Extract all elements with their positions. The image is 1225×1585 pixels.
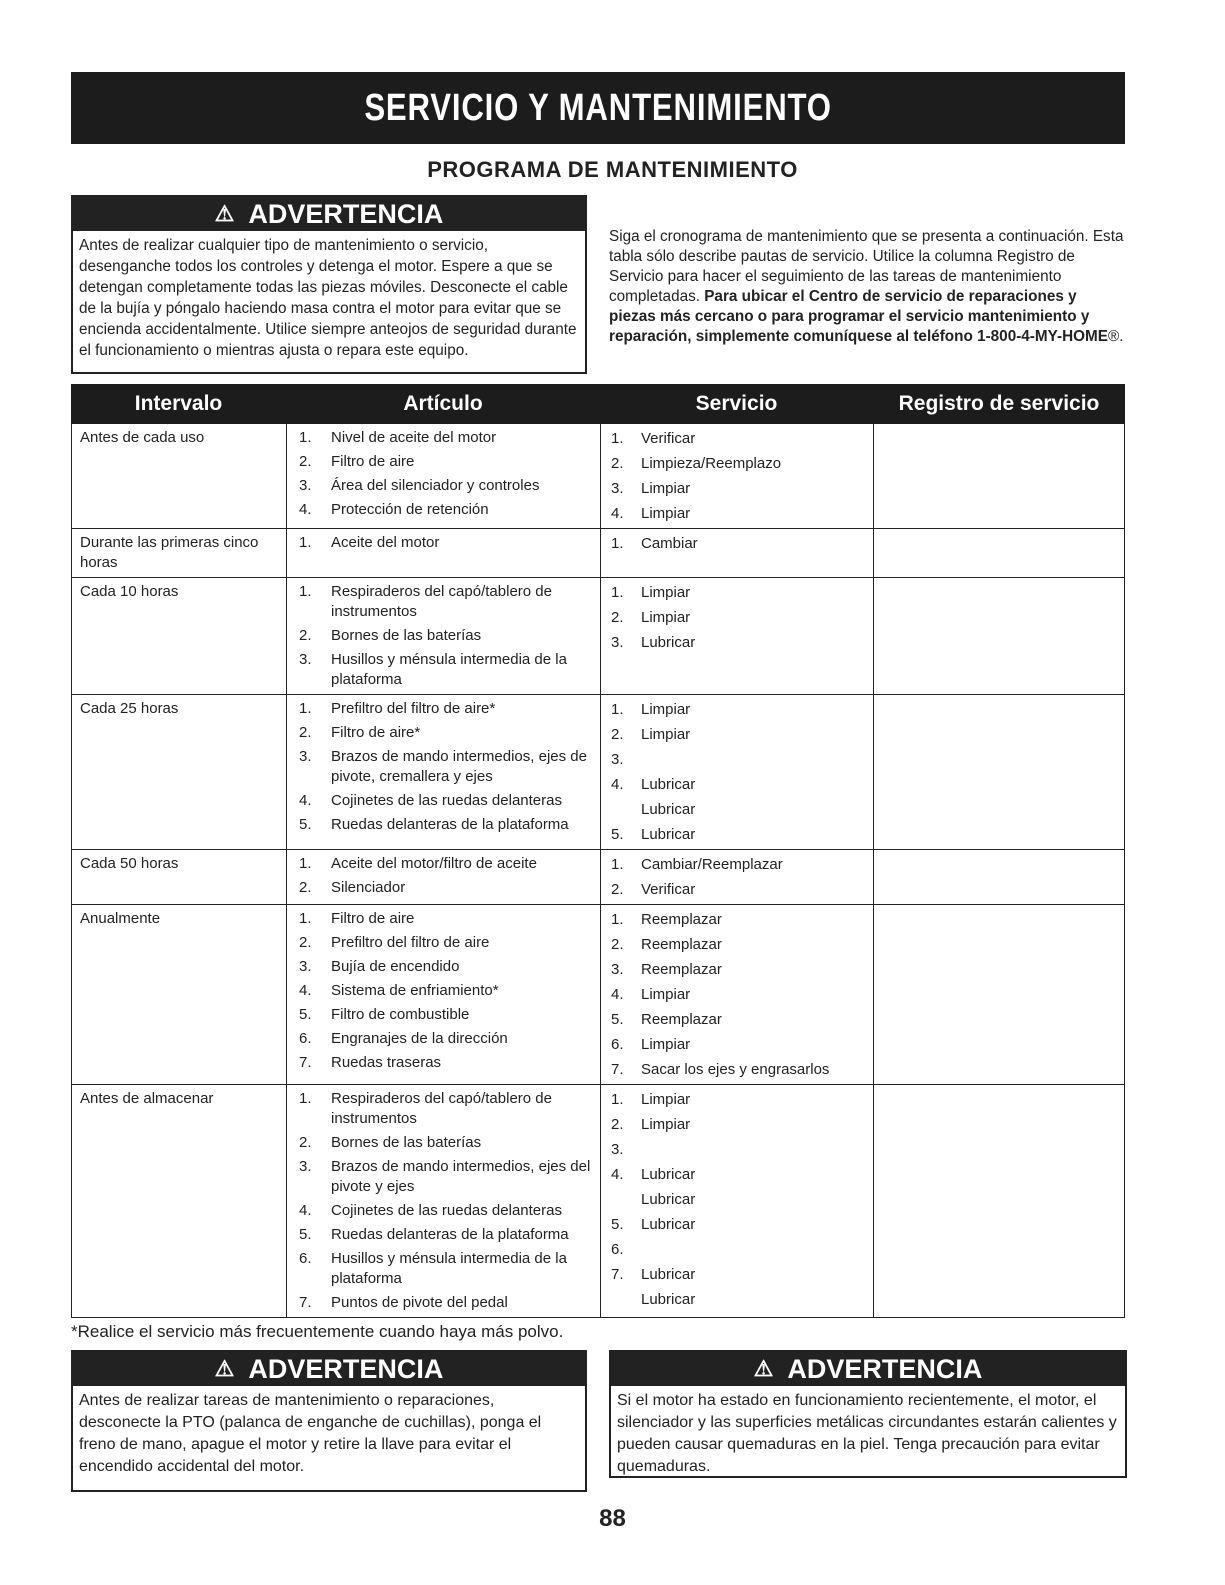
service-text: Limpiar xyxy=(641,505,691,522)
warning-text: Si el motor ha estado en funcionamiento recientemente, el motor, el silenciador y las superficies metálicas circundantes estarán calientes y pueden causar quemaduras en la piel. Tenga precaución para evitar quemaduras. xyxy=(617,1392,1117,1475)
item-number: 1. xyxy=(299,583,312,600)
service-text: Limpiar xyxy=(641,1036,691,1053)
item-text: Filtro de aire xyxy=(331,453,415,470)
service-entry xyxy=(601,747,873,772)
intro-paragraph xyxy=(609,227,1124,347)
item-entry xyxy=(287,876,600,900)
service-cell xyxy=(600,578,873,694)
item-text: Nivel de aceite del motor xyxy=(331,429,497,446)
item-text: Sistema de enfriamiento* xyxy=(331,982,499,999)
item-entry xyxy=(287,1291,600,1315)
service-number: 2. xyxy=(611,455,624,472)
interval-cell: Anualmente xyxy=(80,910,161,927)
service-entry xyxy=(601,1162,873,1187)
item-number: 5. xyxy=(299,816,312,833)
item-number: 3. xyxy=(299,958,312,975)
service-number: 1. xyxy=(611,856,624,873)
service-number: 1. xyxy=(611,430,624,447)
section-title: SERVICIO Y MANTENIMIENTO xyxy=(364,86,832,129)
item-text: Ruedas delanteras de la plataforma xyxy=(331,816,569,833)
service-number: 3. xyxy=(611,480,624,497)
service-record-cell[interactable] xyxy=(873,1085,1124,1317)
item-entry xyxy=(287,1027,600,1051)
item-text: Prefiltro del filtro de aire* xyxy=(331,700,496,717)
warning-title: ADVERTENCIA xyxy=(787,1353,983,1384)
table-row xyxy=(72,1084,1124,1317)
service-entry xyxy=(601,531,873,556)
service-text: Limpiar xyxy=(641,609,691,626)
item-number: 1. xyxy=(299,855,312,872)
table-row xyxy=(72,424,1124,528)
service-text: Verificar xyxy=(641,430,696,447)
interval-cell: Cada 50 horas xyxy=(80,855,179,872)
service-record-cell[interactable] xyxy=(873,905,1124,1084)
service-entry xyxy=(601,501,873,526)
item-number: 6. xyxy=(299,1250,312,1267)
service-entry xyxy=(601,822,873,847)
item-entry xyxy=(287,1051,600,1075)
item-number: 7. xyxy=(299,1294,312,1311)
item-number: 4. xyxy=(299,792,312,809)
item-entry xyxy=(287,745,600,789)
warning-triangle-icon: ⚠ xyxy=(753,1356,774,1381)
service-text: Lubricar xyxy=(641,1291,696,1308)
service-number xyxy=(601,799,641,820)
service-text: Lubricar xyxy=(641,801,696,818)
item-entry xyxy=(287,474,600,498)
item-number: 1. xyxy=(299,700,312,717)
header-servicio: Servicio xyxy=(695,392,778,415)
item-text: Filtro de aire xyxy=(331,910,415,927)
page-number: 88 xyxy=(599,1505,626,1532)
maintenance-table xyxy=(71,424,1125,1318)
service-text: Reemplazar xyxy=(641,1011,722,1028)
item-number: 2. xyxy=(299,934,312,951)
service-entry xyxy=(601,476,873,501)
service-entry xyxy=(601,1032,873,1057)
service-text: Sacar los ejes y engrasarlos xyxy=(641,1061,830,1078)
service-text: Limpiar xyxy=(641,726,691,743)
item-entry xyxy=(287,1155,600,1199)
service-cell xyxy=(600,695,873,849)
service-text: Limpieza/Reemplazo xyxy=(641,455,782,472)
warning-box-bottom-left xyxy=(71,1350,587,1492)
service-text: Lubricar xyxy=(641,634,696,651)
warning-box-top xyxy=(71,195,587,374)
service-text: Lubricar xyxy=(641,1166,696,1183)
item-entry xyxy=(287,852,600,876)
service-entry xyxy=(601,630,873,655)
service-text: Lubricar xyxy=(641,1191,696,1208)
service-number: 5. xyxy=(611,1011,624,1028)
item-text: Ruedas delanteras de la plataforma xyxy=(331,1226,569,1243)
item-text: Respiraderos del capó/tablero de instrumentos xyxy=(331,583,552,620)
item-number: 3. xyxy=(299,1158,312,1175)
item-text: Aceite del motor xyxy=(331,534,440,551)
item-number: 7. xyxy=(299,1054,312,1071)
item-text: Respiraderos del capó/tablero de instrumentos xyxy=(331,1090,552,1127)
service-number: 2. xyxy=(611,881,624,898)
service-number xyxy=(601,1289,641,1310)
warning-title: ADVERTENCIA xyxy=(248,1353,444,1384)
service-cell xyxy=(600,905,873,1084)
service-entry xyxy=(601,1237,873,1262)
service-entry xyxy=(601,772,873,797)
item-entry xyxy=(287,813,600,837)
table-row xyxy=(72,904,1124,1084)
service-entry xyxy=(601,1007,873,1032)
item-text: Bornes de las baterías xyxy=(331,627,482,644)
service-number: 2. xyxy=(611,726,624,743)
item-cell xyxy=(286,578,600,694)
item-number: 3. xyxy=(299,651,312,668)
interval-cell: Cada 10 horas xyxy=(80,583,179,600)
service-text: Reemplazar xyxy=(641,961,722,978)
warning-text: Antes de realizar tareas de mantenimiento o reparaciones, desconecte la PTO (palanca de enganche de cuchillas), ponga el freno de mano, apague el motor y retire la llave para evitar el encendido accidental del motor. xyxy=(79,1392,542,1475)
service-entry xyxy=(601,451,873,476)
service-entry xyxy=(601,1137,873,1162)
item-text: Aceite del motor/filtro de aceite xyxy=(331,855,537,872)
item-entry xyxy=(287,697,600,721)
footnote: *Realice el servicio más frecuentemente cuando haya más polvo. xyxy=(71,1322,564,1341)
service-text: Lubricar xyxy=(641,1266,696,1283)
intro-text: Siga el cronograma de mantenimiento que se presenta a continuación. Esta tabla sólo describe pautas de servicio. Utilice la columna Registro de Servicio para hacer el seguimiento de las tareas de mantenimiento completadas. xyxy=(609,228,1124,305)
table-row xyxy=(72,694,1124,849)
service-cell xyxy=(600,1085,873,1317)
service-number: 6. xyxy=(611,1241,624,1258)
service-cell xyxy=(600,424,873,528)
service-entry xyxy=(601,1057,873,1082)
interval-cell: Antes de almacenar xyxy=(80,1090,214,1107)
item-entry xyxy=(287,580,600,624)
item-number: 2. xyxy=(299,627,312,644)
item-text: Ruedas traseras xyxy=(331,1054,442,1071)
item-entry xyxy=(287,979,600,1003)
item-text: Prefiltro del filtro de aire xyxy=(331,934,490,951)
item-text: Husillos y ménsula intermedia de la plataforma xyxy=(331,1250,567,1287)
service-number: 1. xyxy=(611,584,624,601)
item-text: Filtro de combustible xyxy=(331,1006,470,1023)
service-cell xyxy=(600,529,873,577)
service-entry xyxy=(601,932,873,957)
service-entry xyxy=(601,1087,873,1112)
item-entry xyxy=(287,1247,600,1291)
service-number: 1. xyxy=(611,1091,624,1108)
item-text: Cojinetes de las ruedas delanteras xyxy=(331,792,562,809)
service-number: 3. xyxy=(611,751,624,768)
item-text: Brazos de mando intermedios, ejes del pivote y ejes xyxy=(331,1158,591,1195)
service-number: 4. xyxy=(611,505,624,522)
service-entry xyxy=(601,957,873,982)
service-record-cell[interactable] xyxy=(873,424,1124,528)
service-text: Cambiar xyxy=(641,535,698,552)
item-text: Bujía de encendido xyxy=(331,958,460,975)
service-text: Cambiar/Reemplazar xyxy=(641,856,783,873)
item-number: 4. xyxy=(299,1202,312,1219)
service-entry xyxy=(601,797,873,822)
service-text: Limpiar xyxy=(641,986,691,1003)
item-entry xyxy=(287,624,600,648)
warning-header xyxy=(73,1352,585,1386)
service-number: 1. xyxy=(611,535,624,552)
intro-tail: ®. xyxy=(1107,328,1124,345)
item-number: 2. xyxy=(299,879,312,896)
item-text: Filtro de aire* xyxy=(331,724,421,741)
service-text: Reemplazar xyxy=(641,911,722,928)
item-number: 2. xyxy=(299,724,312,741)
service-text: Limpiar xyxy=(641,1116,691,1133)
service-number: 3. xyxy=(611,961,624,978)
service-number: 4. xyxy=(611,1166,624,1183)
service-number: 2. xyxy=(611,936,624,953)
item-entry xyxy=(287,789,600,813)
warning-header xyxy=(611,1352,1125,1386)
service-number: 1. xyxy=(611,701,624,718)
service-entry xyxy=(601,1287,873,1312)
item-cell xyxy=(286,424,600,528)
service-text xyxy=(641,1139,873,1160)
service-entry xyxy=(601,877,873,902)
item-text: Bornes de las baterías xyxy=(331,1134,482,1151)
service-number: 7. xyxy=(611,1266,624,1283)
item-number: 2. xyxy=(299,453,312,470)
item-number: 3. xyxy=(299,748,312,765)
service-entry xyxy=(601,852,873,877)
service-number: 5. xyxy=(611,826,624,843)
item-text: Puntos de pivote del pedal xyxy=(331,1294,508,1311)
item-number: 1. xyxy=(299,429,312,446)
item-text: Engranajes de la dirección xyxy=(331,1030,508,1047)
service-text: Verificar xyxy=(641,881,696,898)
item-entry xyxy=(287,1131,600,1155)
service-number: 5. xyxy=(611,1216,624,1233)
table-row xyxy=(72,577,1124,694)
item-number: 1. xyxy=(299,910,312,927)
service-entry xyxy=(601,426,873,451)
service-entry xyxy=(601,1262,873,1287)
service-entry xyxy=(601,982,873,1007)
service-number: 3. xyxy=(611,634,624,651)
item-entry xyxy=(287,648,600,692)
service-text: Limpiar xyxy=(641,701,691,718)
service-text xyxy=(641,1239,873,1260)
item-entry xyxy=(287,1087,600,1131)
service-text: Lubricar xyxy=(641,776,696,793)
item-cell xyxy=(286,529,600,577)
item-entry xyxy=(287,1003,600,1027)
service-number xyxy=(601,1189,641,1210)
table-row xyxy=(72,849,1124,904)
table-row xyxy=(72,528,1124,577)
service-text: Limpiar xyxy=(641,1091,691,1108)
service-entry xyxy=(601,722,873,747)
service-entry xyxy=(601,605,873,630)
service-entry xyxy=(601,1112,873,1137)
section-banner xyxy=(71,72,1125,144)
service-number: 4. xyxy=(611,986,624,1003)
service-number: 2. xyxy=(611,609,624,626)
service-record-cell[interactable] xyxy=(873,529,1124,577)
service-entry xyxy=(601,1187,873,1212)
item-number: 5. xyxy=(299,1226,312,1243)
service-entry xyxy=(601,907,873,932)
item-text: Silenciador xyxy=(331,879,406,896)
item-number: 5. xyxy=(299,1006,312,1023)
service-entry xyxy=(601,697,873,722)
item-entry xyxy=(287,531,600,555)
item-text: Cojinetes de las ruedas delanteras xyxy=(331,1202,562,1219)
service-record-cell[interactable] xyxy=(873,695,1124,849)
service-text: Limpiar xyxy=(641,480,691,497)
item-number: 4. xyxy=(299,982,312,999)
table-header xyxy=(71,384,1125,424)
warning-header xyxy=(73,197,585,231)
service-record-cell[interactable] xyxy=(873,850,1124,904)
item-number: 2. xyxy=(299,1134,312,1151)
item-entry xyxy=(287,498,600,522)
service-number: 6. xyxy=(611,1036,624,1053)
item-text: Brazos de mando intermedios, ejes de pivote, cremallera y ejes xyxy=(331,748,587,785)
item-entry xyxy=(287,931,600,955)
header-articulo: Artículo xyxy=(403,392,483,415)
item-entry xyxy=(287,907,600,931)
warning-triangle-icon: ⚠ xyxy=(214,201,235,226)
item-number: 3. xyxy=(299,477,312,494)
interval-cell: Durante las primeras cinco horas xyxy=(80,534,259,571)
item-number: 1. xyxy=(299,1090,312,1107)
page-subtitle: PROGRAMA DE MANTENIMIENTO xyxy=(427,157,798,182)
item-number: 4. xyxy=(299,501,312,518)
header-intervalo: Intervalo xyxy=(134,392,223,415)
warning-box-bottom-right xyxy=(609,1350,1127,1478)
item-cell xyxy=(286,905,600,1084)
service-text: Lubricar xyxy=(641,826,696,843)
service-entry xyxy=(601,1212,873,1237)
item-entry xyxy=(287,955,600,979)
warning-title: ADVERTENCIA xyxy=(248,198,444,229)
item-entry xyxy=(287,426,600,450)
service-entry xyxy=(601,580,873,605)
item-entry xyxy=(287,1199,600,1223)
item-entry xyxy=(287,721,600,745)
service-text xyxy=(641,749,873,770)
interval-cell: Cada 25 horas xyxy=(80,700,179,717)
service-text: Reemplazar xyxy=(641,936,722,953)
service-number: 7. xyxy=(611,1061,624,1078)
item-text: Husillos y ménsula intermedia de la plataforma xyxy=(331,651,567,688)
item-cell xyxy=(286,695,600,849)
item-number: 6. xyxy=(299,1030,312,1047)
service-cell xyxy=(600,850,873,904)
service-text: Lubricar xyxy=(641,1216,696,1233)
item-entry xyxy=(287,450,600,474)
service-text: Limpiar xyxy=(641,584,691,601)
service-number: 2. xyxy=(611,1116,624,1133)
service-number: 4. xyxy=(611,776,624,793)
item-text: Área del silenciador y controles xyxy=(331,477,540,494)
item-entry xyxy=(287,1223,600,1247)
service-number: 3. xyxy=(611,1141,624,1158)
item-number: 1. xyxy=(299,534,312,551)
warning-text: Antes de realizar cualquier tipo de mantenimiento o servicio, desenganche todos los controles y detenga el motor. Espere a que se detengan completamente todas las piezas móviles. Desconecte el cable de la bujía y póngalo haciendo masa contra el motor para evitar que se encienda accidentalmente. Utilice siempre anteojos de seguridad durante el funcionamiento o mientras ajusta o repara este equipo. xyxy=(79,237,577,359)
service-record-cell[interactable] xyxy=(873,578,1124,694)
item-cell xyxy=(286,850,600,904)
service-number: 1. xyxy=(611,911,624,928)
item-cell xyxy=(286,1085,600,1317)
intro-bold-text: Para ubicar el Centro de servicio de reparaciones y piezas más cercano o para programar el servicio mantenimiento y reparación, simplemente comuníquese al teléfono 1-800-4-MY-HOME xyxy=(609,288,1108,345)
interval-cell: Antes de cada uso xyxy=(80,429,205,446)
warning-triangle-icon: ⚠ xyxy=(214,1356,235,1381)
header-registro: Registro de servicio xyxy=(898,392,1100,415)
item-text: Protección de retención xyxy=(331,501,489,518)
